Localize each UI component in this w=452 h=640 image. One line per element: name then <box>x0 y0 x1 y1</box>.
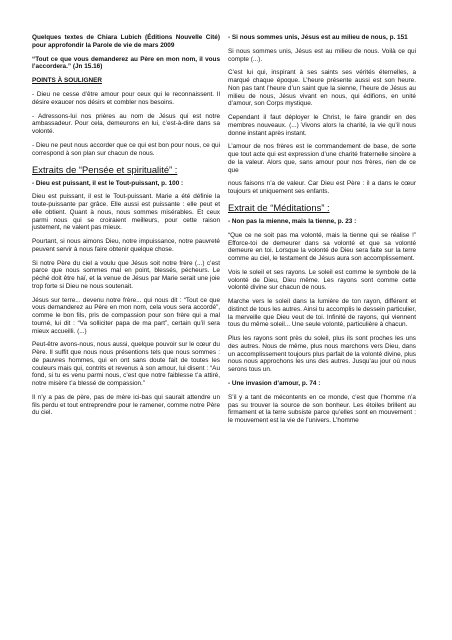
right-column <box>228 34 416 431</box>
subheading-unis: - Si nous sommes unis, Jésus est au milieu de nous, p. 151 <box>228 34 408 41</box>
scripture-quote: “Tout ce que vous demanderez au Père en mon nom, il vous l’accordera.” (Jn 15.16) <box>32 55 220 71</box>
subheading-non-pas: - Non pas la mienne, mais la tienne, p. 23 : <box>228 218 357 226</box>
intro-heading: Quelques textes de Chiara Lubich (Éditions Nouvelle Cité) pour approfondir la Parole de vie de mars 2009 <box>32 34 220 49</box>
paragraph: Plus les rayons sont près du soleil, plus ils sont proches les uns des autres. Nous de même, plus nous marchons vers Dieu, dans un accomplissement toujours plus parfait de la volonté divine, plus nous nous approchons les uns des autres. Jusqu’au jour où nous serons tous un. <box>228 335 416 374</box>
paragraph: Jésus sur terre... devenu notre frère... qui nous dit : “Tout ce que vous demanderez au Père en mon nom, cela vous sera accordé”, comme le bon fils, pris de compassion pour son frère qui a mal tourné, lui dit : “Va solliciter papa de ma part”, certain qu’il sera mieux accueilli. (...) <box>32 296 220 335</box>
left-column <box>32 34 220 423</box>
paragraph: “Que ce ne soit pas ma volonté, mais la tienne qui se réalise !” Efforce-toi de demeurer dans sa volonté et que sa volonté demeure en toi. Lorsque la volonté de Dieu sera faite sur la terre comme au ciel, le testament de Jésus aura son accomplissement. <box>228 231 416 263</box>
paragraph: Si notre Père du ciel a voulu que Jésus soit notre frère (...) c’est parce que nous sommes mal en point, blessés, pécheurs. Le péché doit être haï, et la venue de Jésus par Marie serait une joie trop forte si Dieu ne nous soutenait. <box>32 259 220 290</box>
point-item: - Dieu ne peut nous accorder que ce qui est bon pour nous, ce qui correspond à son plan sur chacun de nous. <box>32 141 220 157</box>
subheading-invasion: - Une invasion d’amour, p. 74 : <box>228 379 321 387</box>
section-title-meditations: Extrait de “Méditations” : <box>228 202 330 214</box>
point-item: - Adressons-lui nos prières au nom de Jésus qui est notre ambassadeur. Pour cela, demeurons en lui, c’est-à-dire dans sa volonté. <box>32 112 220 136</box>
paragraph: Si nous sommes unis, Jésus est au milieu de nous. Voilà ce qui compte (...). <box>228 47 416 63</box>
points-heading: POINTS À SOULIGNER <box>32 77 102 85</box>
paragraph: S’il y a tant de mécontents en ce monde, c’est que l’homme n’a pas su trouver la source de son bonheur. Les étoiles brillent au firmament et la terre subsiste parce qu’elles sont en mouvement : le mouvement est la vie de l’univers. L’homme <box>228 393 416 424</box>
point-item: - Dieu ne cesse d’être amour pour ceux qui le reconnaissent. Il désire exaucer nos désirs et combler nos besoins. <box>32 91 220 106</box>
paragraph: Cependant il faut déployer le Christ, le faire grandir en des membres nouveaux. (...) Vivons alors la charité, la vie qu’il nous donne instant après instant. <box>228 114 416 137</box>
paragraph: Marche vers le soleil dans la lumière de ton rayon, différent et distinct de tous les autres. Ainsi tu accomplis le dessein particulier, la merveille que Dieu veut de toi. Infinité de rayons, qui viennent tous du même soleil... Une seule volonté, particulière à chacun. <box>228 298 416 329</box>
paragraph: Vois le soleil et ses rayons. Le soleil est comme le symbole de la volonté de Dieu, Dieu même. Les rayons sont comme cette volonté divine sur chacun de nous. <box>228 268 416 292</box>
subheading-dieu-puissant: - Dieu est puissant, il est le Tout-puissant, p. 100 : <box>32 179 184 187</box>
paragraph: L’amour de nos frères est le commandement de base, de sorte que tout acte qui est expression d’une charité fraternelle sincère a de la valeur. Alors que, sans amour pour nos frères, rien de ce que <box>228 143 416 174</box>
section-title-pensee: Extraits de “Pensée et spiritualité” : <box>32 163 178 175</box>
paragraph: nous faisons n’a de valeur. Car Dieu est Père : il a dans le cœur toujours et uniquement ses enfants. <box>228 180 416 196</box>
paragraph: Pourtant, si nous aimons Dieu, notre impuissance, notre pauvreté peuvent servir à nous faire obtenir quelque chose. <box>32 238 220 253</box>
paragraph: Il n’y a pas de père, pas de mère ici-bas qui saurait attendre un fils perdu et tout entreprendre pour le ramener, comme notre Père du ciel. <box>32 393 220 417</box>
paragraph: C’est lui qui, inspirant à ses saints ses vérités éternelles, a marqué chaque époque. L’heure présente aussi est son heure. Non pas tant l’heure d’un saint que la sienne, l’heure de Jésus au milieu de nous, Jésus vivant en nous, qui édifions, en unité d’amour, son Corps mystique. <box>228 69 416 108</box>
paragraph: Peut-être avons-nous, nous aussi, quelque pouvoir sur le cœur du Père. Il suffit que nous nous présentions tels que nous sommes : de pauvres hommes, qui en ont sans doute fait de toutes les couleurs mais qui, contrits et revenus à son amour, lui disent : “Au fond, si tu es venu parmi nous, c’est que notre faiblesse t’a attiré, notre misère t’a blessé de compassion.” <box>32 341 220 387</box>
paragraph: Dieu est puissant, il est le Tout-puissant. Marie a été définie la toute-puissante par grâce. Elle aussi est puissante : elle peut et elle obtient. Quant à nous, nous sommes misérables. Et ceux parmi nous qui se croiraient meilleurs, pour cette raison justement, ne valent pas mieux. <box>32 193 220 232</box>
